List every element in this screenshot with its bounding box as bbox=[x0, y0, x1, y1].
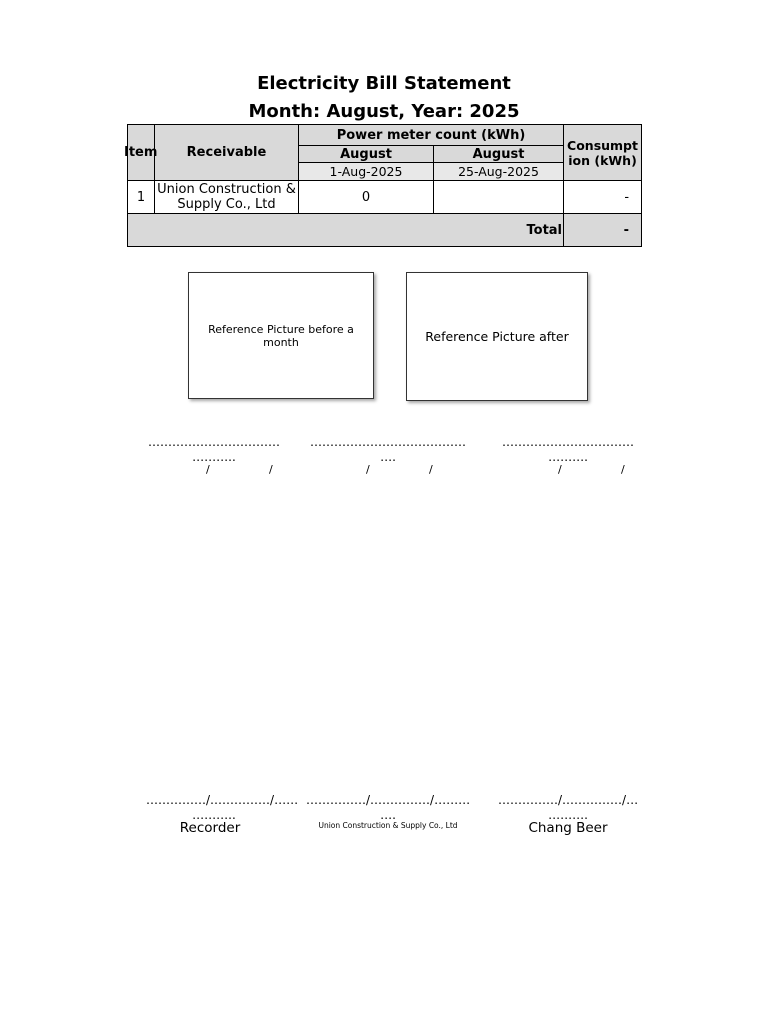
table-row bbox=[128, 181, 642, 214]
signer-company: Union Construction & Supply Co., Ltd bbox=[318, 821, 458, 830]
header-receivable: Receivable bbox=[155, 125, 299, 181]
date-slash: / bbox=[366, 463, 370, 476]
header-month-1: August bbox=[299, 146, 434, 163]
header-power-meter-count: Power meter count (kWh) bbox=[299, 125, 564, 146]
sign-bottom-left-line: ……………/……………/…… bbox=[146, 793, 299, 807]
total-value: - bbox=[564, 214, 642, 247]
reference-picture-after bbox=[406, 272, 588, 401]
sign-bottom-right-line: ……………/……………/… bbox=[498, 793, 639, 807]
signer-chang-beer: Chang Beer bbox=[528, 820, 608, 836]
sign-top-mid-line-cont: …. bbox=[380, 450, 396, 464]
sign-top-left-line: …………………………… bbox=[148, 435, 280, 449]
row-consumption: - bbox=[564, 181, 642, 214]
sign-top-mid-line: ………………………………… bbox=[310, 435, 466, 449]
date-slash: / bbox=[206, 463, 210, 476]
header-month-2: August bbox=[434, 146, 564, 163]
sign-bottom-right-line-cont: ………. bbox=[548, 808, 588, 822]
date-slash: / bbox=[621, 463, 625, 476]
sign-bottom-mid-line-cont: …. bbox=[380, 808, 396, 822]
header-date-2: 25-Aug-2025 bbox=[434, 163, 564, 181]
sign-top-right-line: …………………………… bbox=[502, 435, 634, 449]
row-item: 1 bbox=[128, 181, 155, 214]
header-date-1: 1-Aug-2025 bbox=[299, 163, 434, 181]
row-receivable: Union Construction & Supply Co., Ltd bbox=[155, 181, 299, 214]
reference-picture-after-label: Reference Picture after bbox=[425, 329, 569, 344]
row-reading-1: 0 bbox=[299, 181, 434, 214]
reference-picture-before bbox=[188, 272, 374, 399]
row-reading-2 bbox=[434, 181, 564, 214]
signer-recorder: Recorder bbox=[179, 820, 241, 836]
sign-top-left-line-cont: ……….. bbox=[192, 450, 236, 464]
date-slash: / bbox=[429, 463, 433, 476]
sign-bottom-mid-line: ……………/……………/……… bbox=[306, 793, 471, 807]
header-consumption: Consumption (kWh) bbox=[564, 125, 642, 181]
reference-picture-before-label: Reference Picture before a month bbox=[208, 322, 354, 349]
date-slash: / bbox=[558, 463, 562, 476]
bill-table bbox=[124, 124, 642, 247]
sign-bottom-left-line-cont: ……….. bbox=[192, 808, 236, 822]
statement-title: Electricity Bill Statement bbox=[257, 73, 511, 94]
header-item: Item bbox=[128, 125, 155, 181]
total-label: Total bbox=[128, 214, 564, 247]
sign-top-right-line-cont: ………. bbox=[548, 450, 588, 464]
date-slash: / bbox=[269, 463, 273, 476]
statement-subtitle: Month: August, Year: 2025 bbox=[248, 101, 520, 122]
